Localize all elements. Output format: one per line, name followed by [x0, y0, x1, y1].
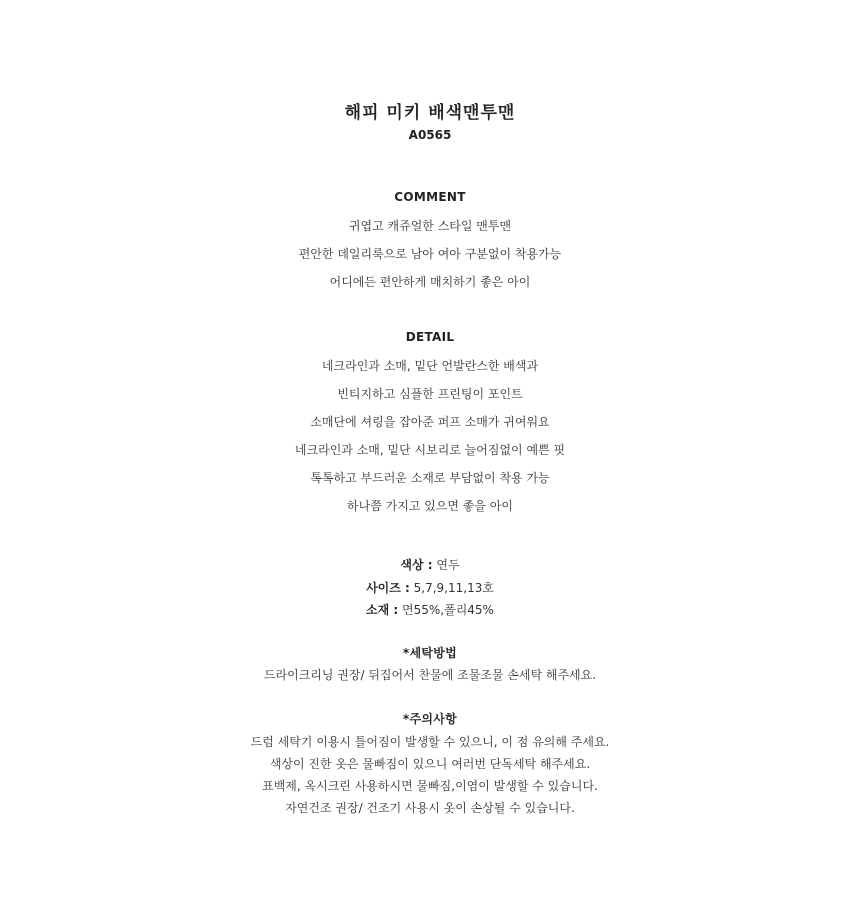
comment-line: 어디에든 편안하게 매치하기 좋은 아이	[329, 275, 531, 289]
washing-line: 드라이크리닝 권장/ 뒤집어서 찬물에 조물조물 손세탁 해주세요.	[263, 668, 597, 682]
spec-color-label: 색상 :	[400, 558, 433, 572]
detail-heading: DETAIL	[405, 330, 455, 344]
comment-heading: COMMENT	[394, 190, 466, 204]
washing-heading: *세탁방법	[402, 646, 458, 660]
spec-size	[0, 579, 860, 596]
caution-line: 표백제, 옥시크린 사용하시면 물빠짐,이염이 발생할 수 있습니다.	[262, 779, 598, 793]
spec-color	[0, 556, 860, 573]
caution-line: 드럼 세탁기 이용시 틀어짐이 발생할 수 있으니, 이 점 유의해 주세요.	[250, 735, 610, 749]
spec-size-value: 5,7,9,11,13호	[409, 581, 494, 595]
caution-line: 자연건조 권장/ 건조기 사용시 옷이 손상될 수 있습니다.	[285, 801, 575, 815]
spec-material-label: 소재 :	[366, 603, 399, 617]
comment-line: 편안한 데일리룩으로 남아 여아 구분없이 착용가능	[298, 247, 562, 261]
detail-line: 소매단에 셔링을 잡아준 퍼프 소매가 귀여워요	[310, 415, 550, 429]
detail-line: 네크라인과 소매, 밑단 시보리로 늘어짐없이 예쁜 핏	[294, 443, 566, 457]
detail-line: 네크라인과 소매, 밑단 언발란스한 배색과	[321, 359, 539, 373]
spec-material-value: 면55%,폴리45%	[398, 603, 494, 617]
detail-line: 하나쯤 가지고 있으면 좋을 아이	[347, 499, 513, 513]
detail-line: 빈티지하고 심플한 프린팅이 포인트	[337, 387, 523, 401]
spec-size-label: 사이즈 :	[366, 581, 410, 595]
comment-line: 귀엽고 캐쥬얼한 스타일 맨투맨	[348, 219, 512, 233]
caution-line: 색상이 진한 옷은 물빠짐이 있으니 여러번 단독세탁 해주세요.	[269, 757, 591, 771]
detail-line: 톡톡하고 부드러운 소재로 부담없이 착용 가능	[310, 471, 550, 485]
product-name: 해피 미키 배색맨투맨	[344, 103, 516, 123]
product-code: A0565	[408, 128, 452, 142]
spec-color-value: 연두	[432, 558, 460, 572]
caution-heading: *주의사항	[402, 712, 458, 726]
spec-material	[0, 601, 860, 618]
